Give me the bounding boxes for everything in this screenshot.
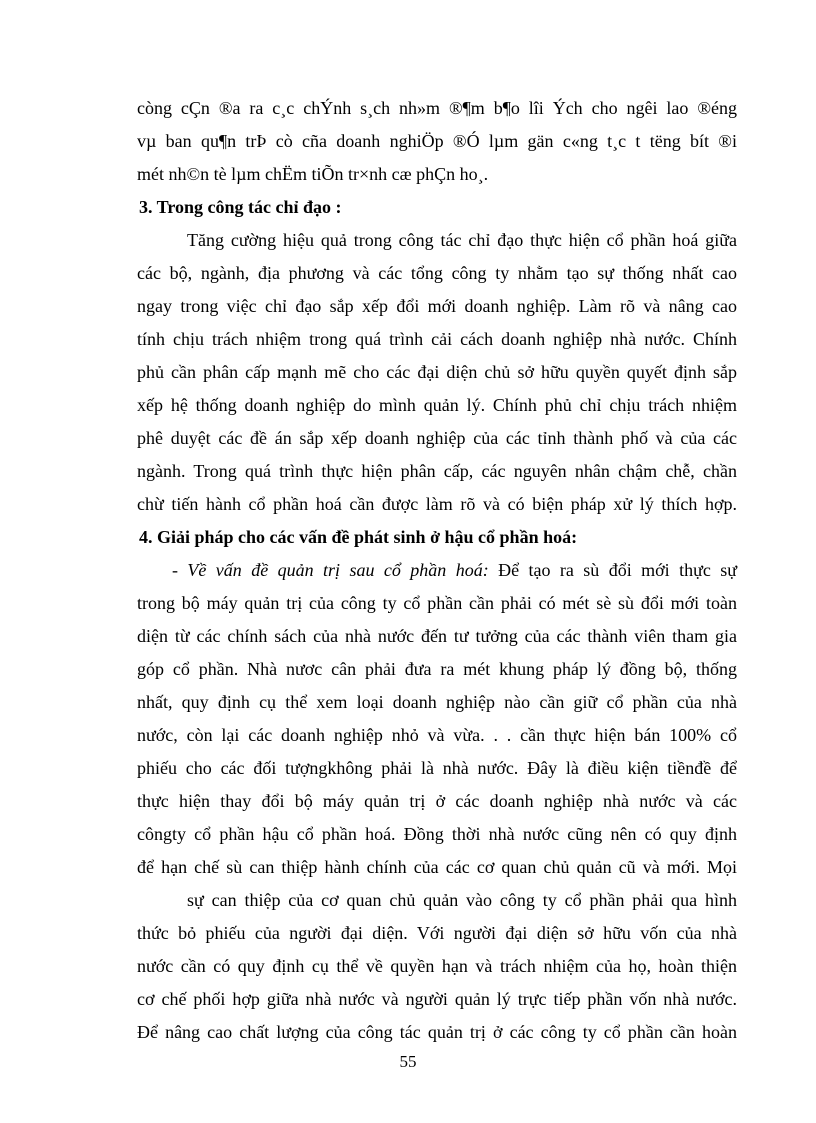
text-line: thực hiện thay đổi bộ máy quản trị ở các doanh nghiệp nhà nước và các bbox=[137, 791, 737, 811]
text-line: phê duyệt các đề án sắp xếp doanh nghiệp của các tỉnh thành phố và của các bbox=[137, 428, 737, 448]
text-line: còng cÇn ®a ra c¸c chÝnh s¸ch nh»m ®¶m b¶o lîi Ých cho ngêi lao ®éng bbox=[137, 98, 737, 118]
text-line: góp cổ phần. Nhà nươc cân phải đưa ra mét khung pháp lý đồng bộ, thống bbox=[137, 659, 737, 679]
text-line: Tăng cường hiệu quả trong công tác chỉ đạo thực hiện cổ phần hoá giữa bbox=[187, 230, 737, 250]
text-line: sự can thiệp của cơ quan chủ quản vào công ty cổ phần phải qua hình bbox=[187, 890, 737, 910]
text-line: trong bộ máy quản trị của công ty cổ phần cần phải có mét sè sù đổi mới toàn bbox=[137, 593, 737, 613]
text-line: nước, còn lại các doanh nghiệp nhỏ và vừa. . . cần thực hiện bán 100% cổ bbox=[137, 725, 737, 745]
text-line: côngty cổ phần hậu cổ phần hoá. Đồng thời nhà nước cũng nên có quy định bbox=[137, 824, 737, 844]
text-line: cơ chế phối hợp giữa nhà nước và người quản lý trực tiếp phần vốn nhà nước. bbox=[137, 989, 737, 1009]
text-line: phủ cần phân cấp mạnh mẽ cho các đại diện chủ sở hữu quyền quyết định sắp bbox=[137, 362, 737, 382]
bullet-italic-lead: - Về vấn đề quản trị sau cổ phần hoá: bbox=[172, 560, 489, 580]
text-line: nước cần có quy định cụ thể về quyền hạn và trách nhiệm của họ, hoàn thiện bbox=[137, 956, 737, 976]
text-line: nhất, quy định cụ thể xem loại doanh nghiệp nào cần giữ cổ phần của nhà bbox=[137, 692, 737, 712]
page-number: 55 bbox=[399, 1052, 417, 1071]
text-line: để hạn chế sù can thiệp hành chính của các cơ quan chủ quản cũ và mới. Mọi bbox=[137, 857, 737, 877]
text-line: xếp hệ thống doanh nghiệp do mình quản lý. Chính phủ chỉ chịu trách nhiệm bbox=[137, 395, 737, 415]
text-line: vµ ban qu¶n trÞ cò cña doanh nghiÖp ®Ó lµm gän c«ng t¸c t tëng bít ®i bbox=[137, 131, 737, 151]
bullet-text: Để tạo ra sù đổi mới thực sự bbox=[488, 560, 737, 580]
section-heading: 4. Giải pháp cho các vấn đề phát sinh ở hậu cổ phần hoá: bbox=[139, 527, 578, 547]
text-line: diện từ các chính sách của nhà nước đến tư tưởng của các thành viên tham gia bbox=[137, 626, 737, 646]
text-line: tính chịu trách nhiệm trong quá trình cải cách doanh nghiệp nhà nước. Chính bbox=[137, 329, 737, 349]
text-line: các bộ, ngành, địa phương và các tổng công ty nhằm tạo sự thống nhất cao bbox=[137, 263, 737, 283]
text-line: Để nâng cao chất lượng của công tác quản trị ở các công ty cổ phần cần hoàn bbox=[137, 1022, 737, 1042]
text-line: ngành. Trong quá trình thực hiện phân cấp, các nguyên nhân chậm chễ, chần bbox=[137, 461, 737, 481]
text-line: phiếu cho các đối tượngkhông phải là nhà nước. Đây là điều kiện tiềnđề để bbox=[137, 758, 737, 778]
text-line: chừ tiến hành cổ phần hoá cần được làm rõ và có biện pháp xử lý thích hợp. bbox=[137, 494, 737, 514]
bullet-line bbox=[172, 558, 737, 582]
section-heading: 3. Trong công tác chỉ đạo : bbox=[139, 197, 342, 217]
text-line: thức bỏ phiếu của người đại diện. Với người đại diện sở hữu vốn của nhà bbox=[137, 923, 737, 943]
text-line: mét nh©n tè lµm chËm tiÕn tr×nh cæ phÇn ho¸. bbox=[137, 164, 489, 184]
text-line: ngay trong việc chỉ đạo sắp xếp đổi mới doanh nghiệp. Làm rõ và nâng cao bbox=[137, 296, 737, 316]
